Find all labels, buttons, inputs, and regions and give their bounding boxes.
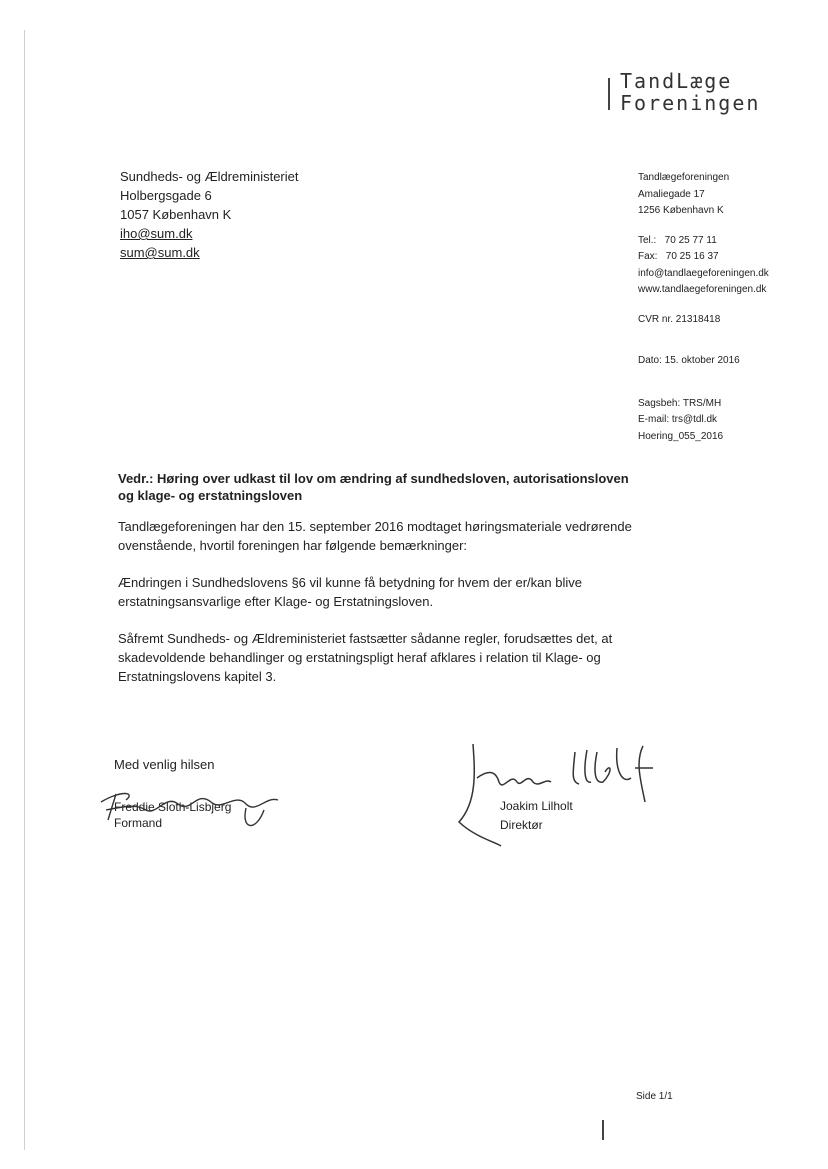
left-signatory-role: Formand — [114, 816, 163, 830]
recipient-address — [120, 167, 298, 262]
recipient-line: 1057 København K — [120, 207, 232, 222]
logo-line2: Foreningen — [620, 91, 761, 115]
sender-fax: Fax: 70 25 16 37 — [638, 251, 719, 262]
case-handler: Sagsbeh: TRS/MH — [638, 397, 722, 409]
sender-info — [638, 170, 769, 445]
body-paragraph: Tandlægeforeningen har den 15. september 2016 modtaget høringsmateriale vedrørende ovenstående, hvortil foreningen har følgende bemærkninger: — [118, 519, 632, 553]
margin-line — [24, 30, 25, 1150]
sender-street: Amaliegade 17 — [638, 188, 705, 200]
recipient-email-link[interactable]: sum@sum.dk — [120, 245, 200, 260]
right-signatory-name: Joakim Lilholt — [500, 799, 573, 813]
logo-line1: TandLæge — [620, 69, 733, 93]
page-number: Side 1/1 — [636, 1091, 673, 1102]
logo — [620, 70, 760, 114]
left-signatory-name: Freddie Sloth-Lisbjerg — [114, 800, 232, 814]
body-paragraph: Ændringen i Sundhedslovens §6 vil kunne få betydning for hvem der er/kan blive erstatningsansvarlige efter Klage- og Erstatningsloven. — [118, 575, 582, 609]
sender-city: 1256 København K — [638, 205, 724, 216]
logo-bar — [608, 78, 610, 110]
sender-tel: Tel.: 70 25 77 11 — [638, 234, 717, 246]
sender-cvr: CVR nr. 21318418 — [638, 313, 721, 325]
right-signatory-role: Direktør — [500, 818, 543, 832]
letter-subject: Vedr.: Høring over udkast til lov om ændring af sundhedsloven, autorisationsloven og klage- og erstatningsloven — [118, 471, 629, 503]
recipient-line: Holbergsgade 6 — [120, 188, 212, 203]
recipient-line: Sundheds- og Ældreministeriet — [120, 169, 299, 184]
body-paragraph: Såfremt Sundheds- og Ældreministeriet fastsætter sådanne regler, forudsættes det, at skadevoldende behandlinger og erstatningspligt heraf afklares i relation til Klage- og Erstatningslovens kapitel 3. — [118, 631, 613, 684]
closing-greeting: Med venlig hilsen — [114, 757, 215, 772]
right-signature — [455, 742, 665, 848]
case-email: E-mail: trs@tdl.dk — [638, 414, 718, 425]
letter-date: Dato: 15. oktober 2016 — [638, 355, 740, 366]
sender-web: www.tandlaegeforeningen.dk — [638, 284, 767, 295]
case-reference: Hoering_055_2016 — [638, 430, 724, 442]
footer-bar — [602, 1120, 604, 1140]
recipient-email-link[interactable]: iho@sum.dk — [120, 226, 193, 241]
sender-org: Tandlægeforeningen — [638, 172, 730, 183]
sender-email: info@tandlaegeforeningen.dk — [638, 267, 769, 279]
